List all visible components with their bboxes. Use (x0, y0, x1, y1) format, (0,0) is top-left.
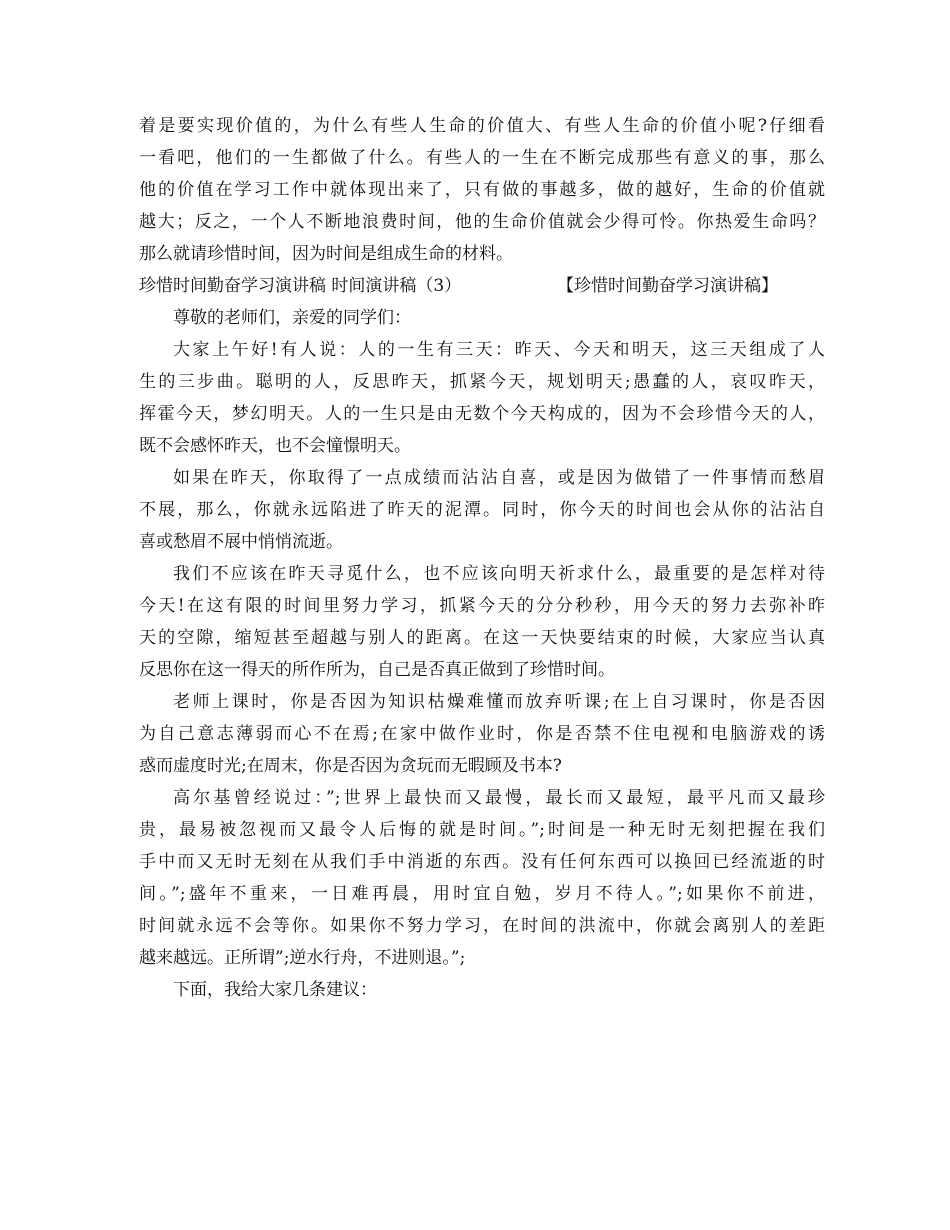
text-line: 喜或愁眉不展中悄悄流逝。 (139, 532, 343, 552)
text-line: 时间就永远不会等你。如果你不努力学习，在时间的洪流中，你就会离别人的差距 (139, 916, 825, 936)
text-line: 手中而又无时无刻在从我们手中消逝的东西。没有任何东西可以换回已经流逝的时 (139, 852, 825, 872)
section-title-left: 珍惜时间勤奋学习演讲稿 时间演讲稿（3） (139, 276, 462, 296)
intro-paragraph (139, 110, 825, 270)
text-line: 高尔基曾经说过：”;世界上最快而又最慢，最长而又最短，最平凡而又最珍 (173, 788, 825, 808)
text-line: 不展，那么，你就永远陷进了昨天的泥潭。同时，你今天的时间也会从你的沾沾自 (139, 500, 825, 520)
section-title-right: 【珍惜时间勤奋学习演讲稿】 (557, 276, 778, 296)
text-line: 一看吧，他们的一生都做了什么。有些人的一生在不断完成那些有意义的事，那么 (139, 148, 825, 168)
text-line: 生的三步曲。聪明的人，反思昨天，抓紧今天，规划明天;愚蠢的人，哀叹昨天， (139, 372, 825, 392)
paragraph-6 (139, 974, 825, 1006)
text-line: 越来越远。正所谓”;逆水行舟，不进则退。”; (139, 948, 466, 968)
text-line: 大家上午好!有人说：人的一生有三天：昨天、今天和明天，这三天组成了人 (173, 340, 825, 360)
text-line: 惑而虚度时光;在周末，你是否因为贪玩而无暇顾及书本? (139, 756, 562, 776)
text-line: 如果在昨天，你取得了一点成绩而沾沾自喜，或是因为做错了一件事情而愁眉 (173, 468, 825, 488)
text-line: 我们不应该在昨天寻觅什么，也不应该向明天祈求什么，最重要的是怎样对待 (173, 564, 825, 584)
paragraph-4 (139, 686, 825, 782)
text-line: 那么就请珍惜时间，因为时间是组成生命的材料。 (139, 244, 513, 264)
paragraph-5 (139, 782, 825, 974)
text-line: 越大；反之，一个人不断地浪费时间，他的生命价值就会少得可怜。你热爱生命吗？ (139, 212, 825, 232)
paragraph-2 (139, 462, 825, 558)
section-title (139, 270, 778, 302)
text-line: 反思你在这一得天的所作所为，自己是否真正做到了珍惜时间。 (139, 660, 615, 680)
text-line: 贵，最易被忽视而又最令人后悔的就是时间。”;时间是一种无时无刻把握在我们 (139, 820, 825, 840)
document-page (139, 110, 825, 1006)
text-line: 他的价值在学习工作中就体现出来了，只有做的事越多，做的越好，生命的价值就 (139, 180, 825, 200)
text-line: 为自己意志薄弱而心不在焉;在家中做作业时，你是否禁不住电视和电脑游戏的诱 (139, 724, 825, 744)
text-line: 天的空隙，缩短甚至超越与别人的距离。在这一天快要结束的时候，大家应当认真 (139, 628, 825, 648)
paragraph-1 (139, 334, 825, 462)
text-line: 下面，我给大家几条建议： (173, 980, 377, 1000)
text-line: 着是要实现价值的，为什么有些人生命的价值大、有些人生命的价值小呢?仔细看 (139, 116, 825, 136)
paragraph-3 (139, 558, 825, 686)
text-line: 老师上课时，你是否因为知识枯燥难懂而放弃听课;在上自习课时，你是否因 (173, 692, 825, 712)
text-line: 挥霍今天，梦幻明天。人的一生只是由无数个今天构成的，因为不会珍惜今天的人， (139, 404, 825, 424)
text-line: 既不会感怀昨天，也不会憧憬明天。 (139, 436, 411, 456)
greeting: 尊敬的老师们，亲爱的同学们： (173, 308, 411, 328)
text-line: 今天!在这有限的时间里努力学习，抓紧今天的分分秒秒，用今天的努力去弥补昨 (139, 596, 825, 616)
text-line: 间。”;盛年不重来，一日难再晨，用时宜自勉，岁月不待人。”;如果你不前进， (139, 884, 825, 904)
